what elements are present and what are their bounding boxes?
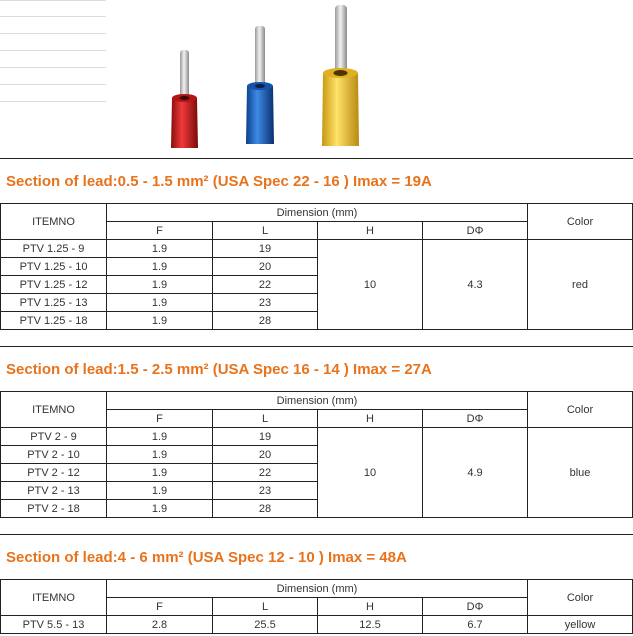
item-cell: PTV 2 - 9 <box>1 428 107 446</box>
f-cell: 2.8 <box>107 616 213 634</box>
color-header: Color <box>528 392 633 428</box>
l-cell: 28 <box>213 500 318 518</box>
f-cell: 1.9 <box>107 500 213 518</box>
section-title: Section of lead:0.5 - 1.5 mm² (USA Spec 22 - 16 ) Imax = 19A <box>6 173 432 190</box>
f-header: F <box>107 222 213 240</box>
color-cell: red <box>528 240 633 330</box>
d-header: DΦ <box>423 598 528 616</box>
h-header: H <box>318 222 423 240</box>
section-title: Section of lead:1.5 - 2.5 mm² (USA Spec 16 - 14 ) Imax = 27A <box>6 361 432 378</box>
l-cell: 19 <box>213 428 318 446</box>
color-header: Color <box>528 580 633 616</box>
itemno-header: ITEMNO <box>1 204 107 240</box>
divider <box>0 158 633 159</box>
divider <box>0 534 633 535</box>
l-cell: 28 <box>213 312 318 330</box>
l-cell: 25.5 <box>213 616 318 634</box>
h-header: H <box>318 410 423 428</box>
item-cell: PTV 2 - 18 <box>1 500 107 518</box>
item-cell: PTV 5.5 - 13 <box>1 616 107 634</box>
l-cell: 23 <box>213 482 318 500</box>
divider <box>0 0 106 1</box>
f-cell: 1.9 <box>107 428 213 446</box>
d-cell: 4.9 <box>423 428 528 518</box>
spec-table <box>0 391 633 518</box>
item-cell: PTV 1.25 - 9 <box>1 240 107 258</box>
l-header: L <box>213 410 318 428</box>
color-header: Color <box>528 204 633 240</box>
section-title: Section of lead:4 - 6 mm² (USA Spec 12 - 10 ) Imax = 48A <box>6 549 407 566</box>
item-cell: PTV 1.25 - 13 <box>1 294 107 312</box>
item-cell: PTV 1.25 - 12 <box>1 276 107 294</box>
f-header: F <box>107 598 213 616</box>
l-cell: 22 <box>213 276 318 294</box>
h-cell: 12.5 <box>318 616 423 634</box>
f-cell: 1.9 <box>107 294 213 312</box>
yellow-pin-icon <box>322 5 359 146</box>
h-cell: 10 <box>318 428 423 518</box>
table-row <box>1 428 633 446</box>
spec-table <box>0 203 633 330</box>
d-cell: 6.7 <box>423 616 528 634</box>
table-row <box>1 616 633 634</box>
f-cell: 1.9 <box>107 312 213 330</box>
f-cell: 1.9 <box>107 240 213 258</box>
divider <box>0 16 106 17</box>
f-header: F <box>107 410 213 428</box>
product-image-band <box>0 0 633 158</box>
h-cell: 10 <box>318 240 423 330</box>
divider <box>0 84 106 85</box>
table-row <box>1 240 633 258</box>
color-cell: blue <box>528 428 633 518</box>
dimension-header: Dimension (mm) <box>107 392 528 410</box>
divider <box>0 50 106 51</box>
item-cell: PTV 2 - 13 <box>1 482 107 500</box>
f-cell: 1.9 <box>107 482 213 500</box>
f-cell: 1.9 <box>107 446 213 464</box>
d-cell: 4.3 <box>423 240 528 330</box>
item-cell: PTV 2 - 12 <box>1 464 107 482</box>
f-cell: 1.9 <box>107 258 213 276</box>
color-cell: yellow <box>528 616 633 634</box>
item-cell: PTV 1.25 - 18 <box>1 312 107 330</box>
item-cell: PTV 1.25 - 10 <box>1 258 107 276</box>
d-header: DΦ <box>423 410 528 428</box>
red-pin-icon <box>171 50 198 148</box>
itemno-header: ITEMNO <box>1 392 107 428</box>
item-cell: PTV 2 - 10 <box>1 446 107 464</box>
spec-table <box>0 579 633 634</box>
divider <box>0 33 106 34</box>
d-header: DΦ <box>423 222 528 240</box>
dimension-header: Dimension (mm) <box>107 580 528 598</box>
l-header: L <box>213 222 318 240</box>
l-cell: 19 <box>213 240 318 258</box>
f-cell: 1.9 <box>107 276 213 294</box>
blue-pin-icon <box>246 26 274 144</box>
h-header: H <box>318 598 423 616</box>
f-cell: 1.9 <box>107 464 213 482</box>
l-cell: 20 <box>213 446 318 464</box>
l-cell: 22 <box>213 464 318 482</box>
pin-terminals-image <box>150 0 410 158</box>
dimension-header: Dimension (mm) <box>107 204 528 222</box>
divider <box>0 67 106 68</box>
divider <box>0 346 633 347</box>
l-cell: 23 <box>213 294 318 312</box>
itemno-header: ITEMNO <box>1 580 107 616</box>
l-cell: 20 <box>213 258 318 276</box>
divider <box>0 101 106 102</box>
l-header: L <box>213 598 318 616</box>
